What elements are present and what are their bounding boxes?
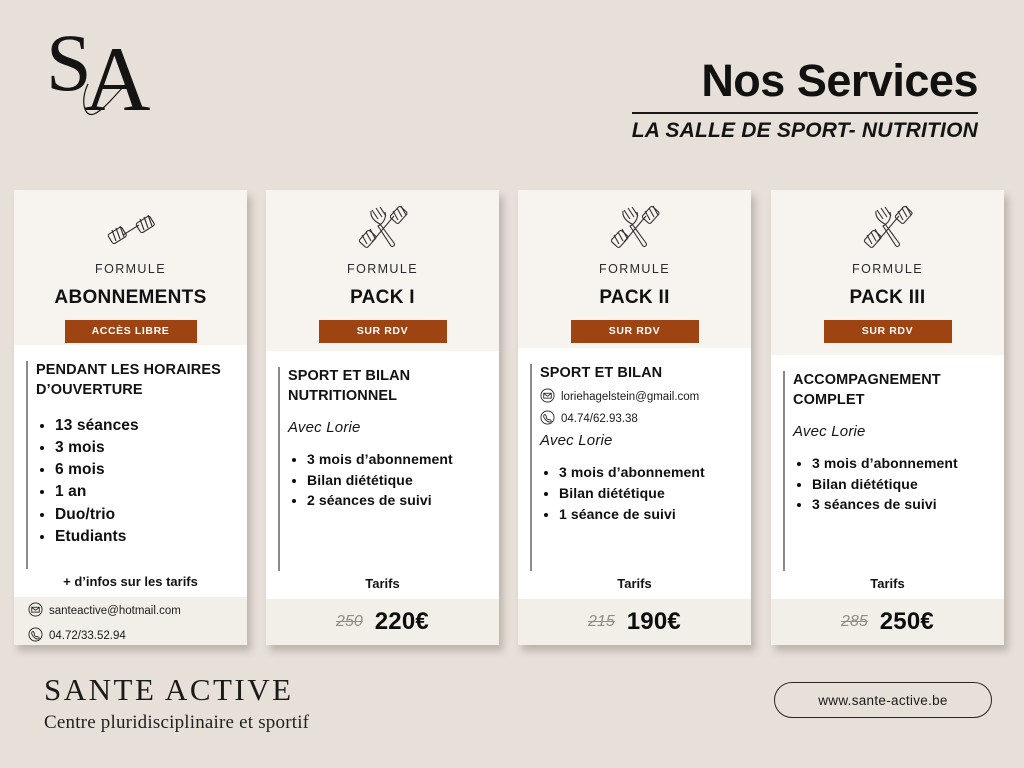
list-item: • 1 séance de suivi — [559, 505, 739, 525]
body-left-rule — [530, 364, 532, 571]
title-divider — [632, 112, 978, 114]
phone-line[interactable] — [540, 410, 739, 428]
list-item: • 3 mois d’abonnement — [812, 454, 992, 474]
card-title: ABONNEMENTS — [54, 287, 207, 308]
fork-dumbbell-icon — [781, 204, 994, 256]
card-header — [266, 190, 499, 351]
brand-block — [44, 674, 309, 734]
card-header — [771, 190, 1004, 355]
email-icon — [540, 388, 555, 406]
new-price: 250€ — [879, 608, 934, 635]
body-left-rule — [26, 361, 28, 569]
card-body — [771, 355, 1004, 599]
feature-list — [36, 415, 235, 547]
title-block — [631, 55, 978, 143]
list-item: • Duo/trio — [55, 504, 235, 525]
email-text: santeactive@hotmail.com — [49, 604, 181, 617]
formule-label: FORMULE — [599, 262, 670, 276]
page-footer — [0, 660, 1024, 768]
brand-name: SANTE ACTIVE — [44, 672, 294, 707]
card-title: PACK II — [599, 287, 670, 308]
tarifs-label: Tarifs — [365, 576, 400, 591]
fork-dumbbell-icon — [276, 204, 489, 256]
email-icon — [28, 602, 43, 620]
service-card-pack-iii[interactable] — [771, 190, 1004, 645]
formule-label: FORMULE — [852, 262, 923, 276]
service-card-pack-ii[interactable] — [518, 190, 751, 645]
access-badge: SUR RDV — [571, 320, 699, 343]
body-left-rule — [278, 367, 280, 571]
access-badge: ACCÈS LIBRE — [65, 320, 197, 343]
practitioner-label: Avec Lorie — [288, 418, 361, 436]
formule-label: FORMULE — [347, 262, 418, 276]
tarifs-label: Tarifs — [617, 576, 652, 591]
phone-text: 04.72/33.52.94 — [49, 629, 126, 642]
old-price: 285 — [841, 613, 868, 630]
access-badge: SUR RDV — [824, 320, 952, 343]
list-item: • 2 séances de suivi — [307, 491, 487, 511]
new-price: 220€ — [374, 608, 429, 635]
fork-dumbbell-icon — [528, 204, 741, 256]
phone-line[interactable] — [28, 627, 126, 645]
old-price: 250 — [336, 613, 363, 630]
service-card-abonnements[interactable] — [14, 190, 247, 645]
card-footer-price — [266, 599, 499, 645]
page-title: Nos Services — [701, 55, 978, 106]
email-line[interactable] — [28, 602, 181, 620]
card-body — [518, 348, 751, 599]
feature-list — [793, 454, 992, 516]
phone-icon — [28, 627, 43, 645]
feature-list — [288, 450, 487, 512]
list-item: • Bilan diététique — [812, 475, 992, 495]
practitioner-label: Avec Lorie — [540, 431, 613, 449]
list-item: • Bilan diététique — [559, 484, 739, 504]
practitioner-label: Avec Lorie — [793, 422, 866, 440]
email-line[interactable] — [540, 388, 739, 406]
card-footer-contacts — [14, 597, 247, 645]
website-text: www.sante-active.be — [818, 692, 948, 708]
list-item: • 3 mois — [55, 437, 235, 458]
card-title: PACK I — [350, 287, 415, 308]
page-header — [0, 0, 1024, 182]
tarifs-label: Tarifs — [870, 576, 905, 591]
new-price: 190€ — [626, 608, 681, 635]
phone-text: 04.74/62.93.38 — [561, 412, 638, 425]
card-body — [266, 351, 499, 599]
dumbbell-icon — [24, 204, 237, 256]
old-price: 215 — [588, 613, 615, 630]
website-pill[interactable] — [774, 682, 992, 718]
body-left-rule — [783, 371, 785, 571]
list-item: • Etudiants — [55, 526, 235, 547]
sa-monogram-logo — [44, 18, 164, 128]
card-body — [14, 345, 247, 597]
list-item: • Bilan diététique — [307, 471, 487, 491]
body-heading: SPORT ET BILAN — [540, 365, 663, 381]
card-header — [518, 190, 751, 348]
list-item: • 3 mois d’abonnement — [307, 450, 487, 470]
page-subtitle: LA SALLE DE SPORT- NUTRITION — [631, 118, 978, 142]
svg-text:S: S — [46, 18, 92, 108]
feature-list — [540, 463, 739, 525]
list-item: • 3 mois d’abonnement — [559, 463, 739, 483]
list-item: • 1 an — [55, 481, 235, 502]
body-heading: SPORT ET BILAN NUTRITIONNEL — [288, 368, 411, 404]
access-badge: SUR RDV — [319, 320, 447, 343]
svg-text:A: A — [84, 28, 151, 128]
service-cards — [0, 190, 1024, 652]
list-item: • 3 séances de suivi — [812, 495, 992, 515]
service-card-pack-i[interactable] — [266, 190, 499, 645]
list-item: • 13 séances — [55, 415, 235, 436]
body-heading: PENDANT LES HORAIRES D’OUVERTURE — [36, 362, 221, 398]
card-footer-price — [518, 599, 751, 645]
more-info-note: + d’infos sur les tarifs — [63, 574, 198, 589]
email-text: loriehagelstein@gmail.com — [561, 390, 700, 403]
card-footer-price — [771, 599, 1004, 645]
formule-label: FORMULE — [95, 262, 166, 276]
brand-tagline: Centre pluridisciplinaire et sportif — [44, 712, 310, 733]
body-heading: ACCOMPAGNEMENT COMPLET — [793, 372, 941, 408]
phone-icon — [540, 410, 555, 428]
card-header — [14, 190, 247, 345]
list-item: • 6 mois — [55, 459, 235, 480]
card-title: PACK III — [849, 287, 926, 308]
